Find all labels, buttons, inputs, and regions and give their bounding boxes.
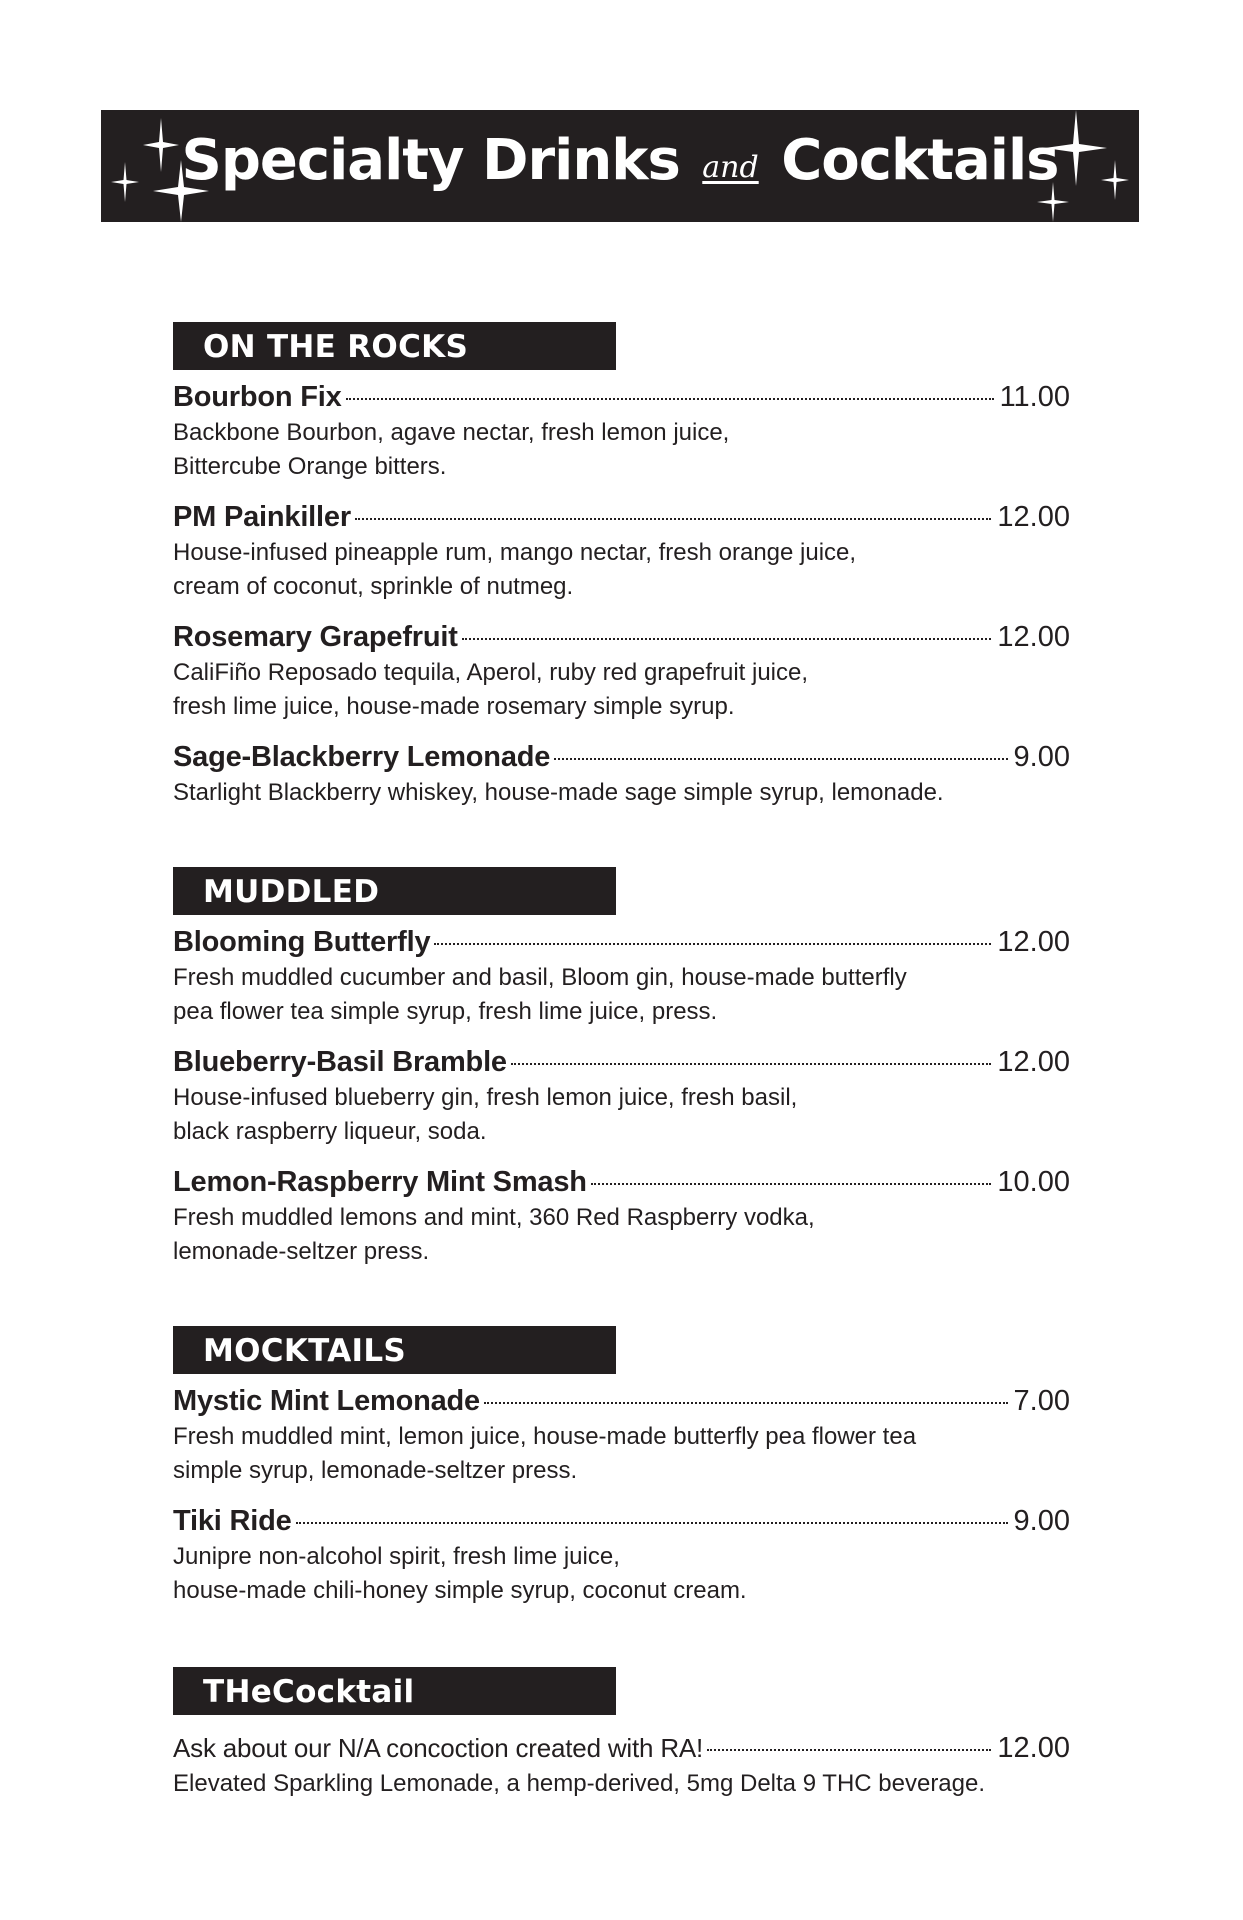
menu-item: [173, 1163, 1070, 1269]
menu-item: [173, 378, 1070, 484]
item-description: Backbone Bourbon, agave nectar, fresh lemon juice, Bittercube Orange bitters.: [173, 419, 730, 480]
dot-leader: [707, 1749, 991, 1751]
item-line: [173, 1043, 1070, 1081]
item-line: [173, 1502, 1070, 1540]
menu-item: [173, 1382, 1070, 1488]
item-name: Ask about our N/A concoction created with RA!: [173, 1733, 704, 1763]
page-title: [101, 124, 1139, 205]
dot-leader: [511, 1063, 992, 1065]
item-price: 9.00: [1013, 1505, 1070, 1537]
item-description: House-infused blueberry gin, fresh lemon juice, fresh basil, black raspberry liqueur, soda.: [173, 1084, 798, 1145]
item-line: [173, 738, 1070, 776]
item-name: Mystic Mint Lemonade: [173, 1385, 480, 1417]
dot-leader: [591, 1183, 992, 1185]
section-mocktails: [173, 1326, 1070, 1622]
item-line: [173, 498, 1070, 536]
item-description: Junipre non-alcohol spirit, fresh lime juice, house-made chili-honey simple syrup, coconut cream.: [173, 1543, 747, 1604]
item-name: PM Painkiller: [173, 501, 351, 533]
item-name: Blooming Butterfly: [173, 926, 431, 958]
section-thecocktail: [173, 1667, 1070, 1815]
item-line: [173, 1729, 1070, 1767]
menu-item: [173, 923, 1070, 1029]
section-muddled: [173, 867, 1070, 1283]
item-description: Fresh muddled mint, lemon juice, house-made butterfly pea flower tea simple syrup, lemonade-seltzer press.: [173, 1423, 917, 1484]
title-left: Specialty Drinks: [181, 128, 680, 193]
dot-leader: [554, 758, 1007, 760]
dot-leader: [484, 1402, 1008, 1404]
item-description: Fresh muddled cucumber and basil, Bloom gin, house-made butterfly pea flower tea simple syrup, fresh lime juice, press.: [173, 964, 907, 1025]
title-right: Cocktails: [781, 128, 1059, 193]
item-line: [173, 1163, 1070, 1201]
item-name: Blueberry-Basil Bramble: [173, 1046, 507, 1078]
item-description: Elevated Sparkling Lemonade, a hemp-derived, 5mg Delta 9 THC beverage.: [173, 1770, 986, 1797]
item-name: Rosemary Grapefruit: [173, 621, 458, 653]
menu-item: [173, 618, 1070, 724]
menu-item: [173, 498, 1070, 604]
item-price: 10.00: [997, 1166, 1070, 1198]
item-line: [173, 923, 1070, 961]
item-name: Bourbon Fix: [173, 381, 342, 413]
item-description: CaliFiño Reposado tequila, Aperol, ruby red grapefruit juice, fresh lime juice, house-made rosemary simple syrup.: [173, 659, 809, 720]
item-price: 12.00: [997, 1046, 1070, 1078]
item-name: Tiki Ride: [173, 1505, 292, 1537]
item-line: [173, 618, 1070, 656]
menu-item: [173, 1043, 1070, 1149]
item-price: 12.00: [997, 1732, 1070, 1764]
dot-leader: [462, 638, 992, 640]
section-on-the-rocks: [173, 322, 1070, 824]
title-banner: [101, 110, 1139, 222]
dot-leader: [296, 1522, 1008, 1524]
item-description: Starlight Blackberry whiskey, house-made sage simple syrup, lemonade.: [173, 779, 944, 806]
item-price: 7.00: [1013, 1385, 1070, 1417]
section-header: ON THE ROCKS: [173, 322, 616, 370]
item-name: Lemon-Raspberry Mint Smash: [173, 1166, 587, 1198]
dot-leader: [346, 398, 994, 400]
section-header: MUDDLED: [173, 867, 616, 915]
menu-item: [173, 738, 1070, 810]
item-description: Fresh muddled lemons and mint, 360 Red Raspberry vodka, lemonade-seltzer press.: [173, 1204, 815, 1265]
dot-leader: [434, 943, 991, 945]
title-and: and: [702, 150, 759, 185]
item-name: Sage-Blackberry Lemonade: [173, 741, 551, 773]
item-price: 12.00: [997, 926, 1070, 958]
menu-item: [173, 1729, 1070, 1801]
item-line: [173, 1382, 1070, 1420]
item-price: 12.00: [997, 501, 1070, 533]
item-description: House-infused pineapple rum, mango nectar, fresh orange juice, cream of coconut, sprinkle of nutmeg.: [173, 539, 857, 600]
item-price: 12.00: [997, 621, 1070, 653]
item-line: [173, 378, 1070, 416]
dot-leader: [355, 518, 992, 520]
item-price: 11.00: [999, 381, 1070, 413]
menu-item: [173, 1502, 1070, 1608]
section-header: THeCocktail: [173, 1667, 616, 1715]
section-header: MOCKTAILS: [173, 1326, 616, 1374]
item-price: 9.00: [1013, 741, 1070, 773]
